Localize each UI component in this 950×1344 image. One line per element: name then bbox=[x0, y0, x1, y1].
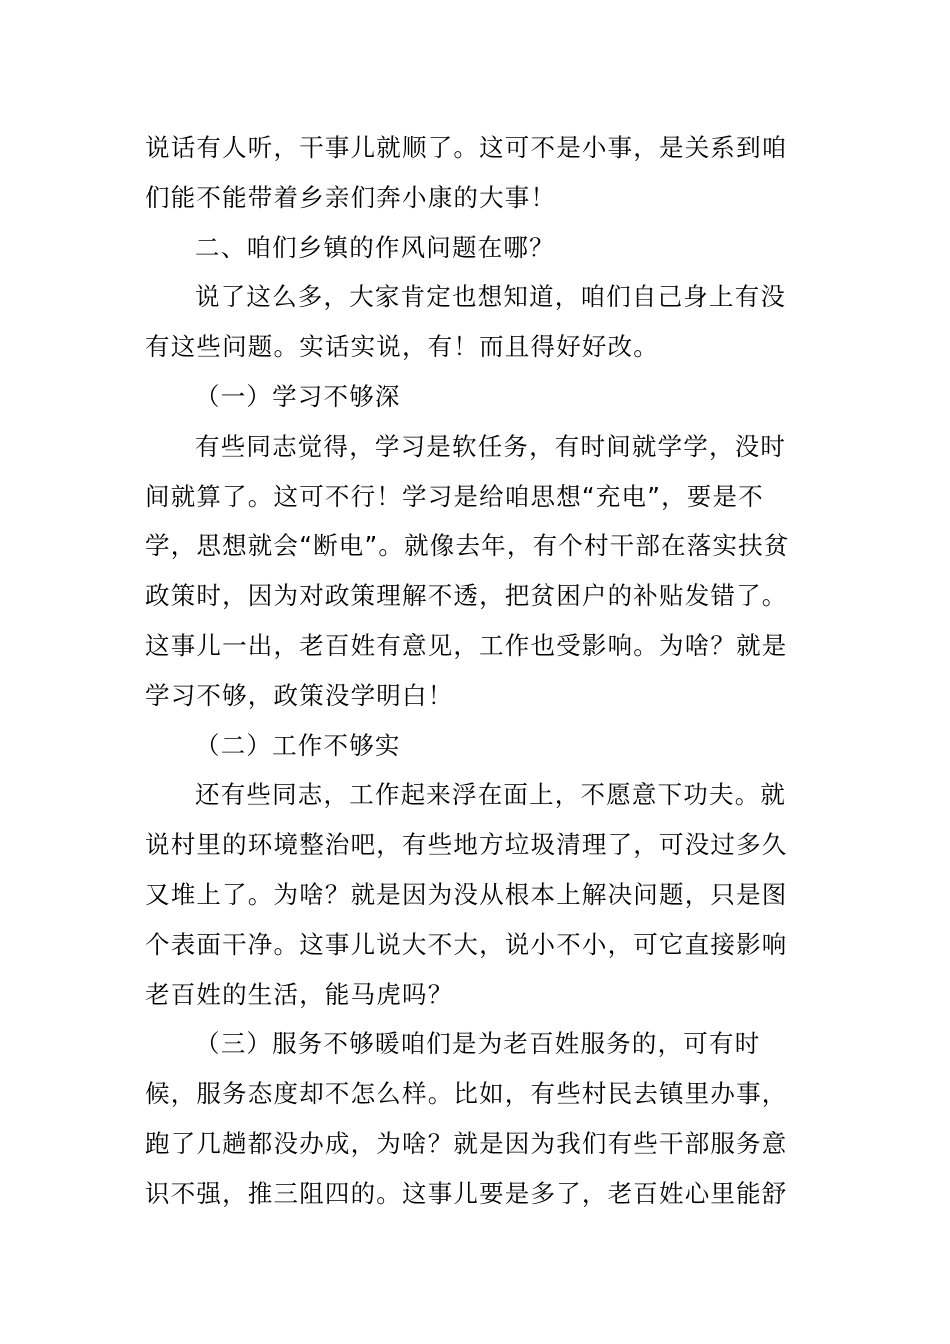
text-line: 学习不够，政策没学明白！ bbox=[145, 680, 454, 710]
text-line: 间就算了。这可不行！学习是给咱思想“充电”，要是不 bbox=[145, 481, 764, 511]
text-line: 们能不能带着乡亲们奔小康的大事！ bbox=[145, 182, 557, 212]
text-line: 还有些同志，工作起来浮在面上，不愿意下功夫。就 bbox=[195, 780, 787, 810]
subsection-heading: （二）工作不够实 bbox=[195, 730, 401, 760]
subsection-heading: （一）学习不够深 bbox=[195, 381, 401, 411]
text-line: 说了这么多，大家肯定也想知道，咱们自己身上有没 bbox=[195, 282, 787, 312]
text-line: 候，服务态度却不怎么样。比如，有些村民去镇里办事， bbox=[145, 1079, 788, 1109]
text-line: 个表面干净。这事儿说大不大，说小不小，可它直接影响 bbox=[145, 929, 788, 959]
text-line: 有些同志觉得，学习是软任务，有时间就学学，没时 bbox=[195, 431, 787, 461]
subsection-heading: （三）服务不够暖咱们是为老百姓服务的，可有时 bbox=[195, 1029, 761, 1059]
text-line: 跑了几趟都没办成，为啥？就是因为我们有些干部服务意 bbox=[145, 1128, 788, 1158]
text-line: 识不强，推三阻四的。这事儿要是多了，老百姓心里能舒 bbox=[145, 1178, 788, 1208]
text-line: 说村里的环境整治吧，有些地方垃圾清理了，可没过多久 bbox=[145, 830, 788, 860]
text-line: 政策时，因为对政策理解不透，把贫困户的补贴发错了。 bbox=[145, 581, 788, 611]
text-line: 学，思想就会“断电”。就像去年，有个村干部在落实扶贫 bbox=[145, 531, 790, 561]
document-page bbox=[145, 123, 810, 1219]
text-line: 说话有人听，干事儿就顺了。这可不是小事，是关系到咱 bbox=[145, 133, 788, 162]
section-heading: 二、咱们乡镇的作风问题在哪？ bbox=[195, 232, 555, 262]
text-line: 这事儿一出，老百姓有意见，工作也受影响。为啥？就是 bbox=[145, 630, 788, 660]
text-line: 老百姓的生活，能马虎吗？ bbox=[145, 979, 454, 1009]
text-line: 又堆上了。为啥？就是因为没从根本上解决问题，只是图 bbox=[145, 879, 788, 909]
text-line: 有这些问题。实话实说，有！而且得好好改。 bbox=[145, 332, 659, 362]
